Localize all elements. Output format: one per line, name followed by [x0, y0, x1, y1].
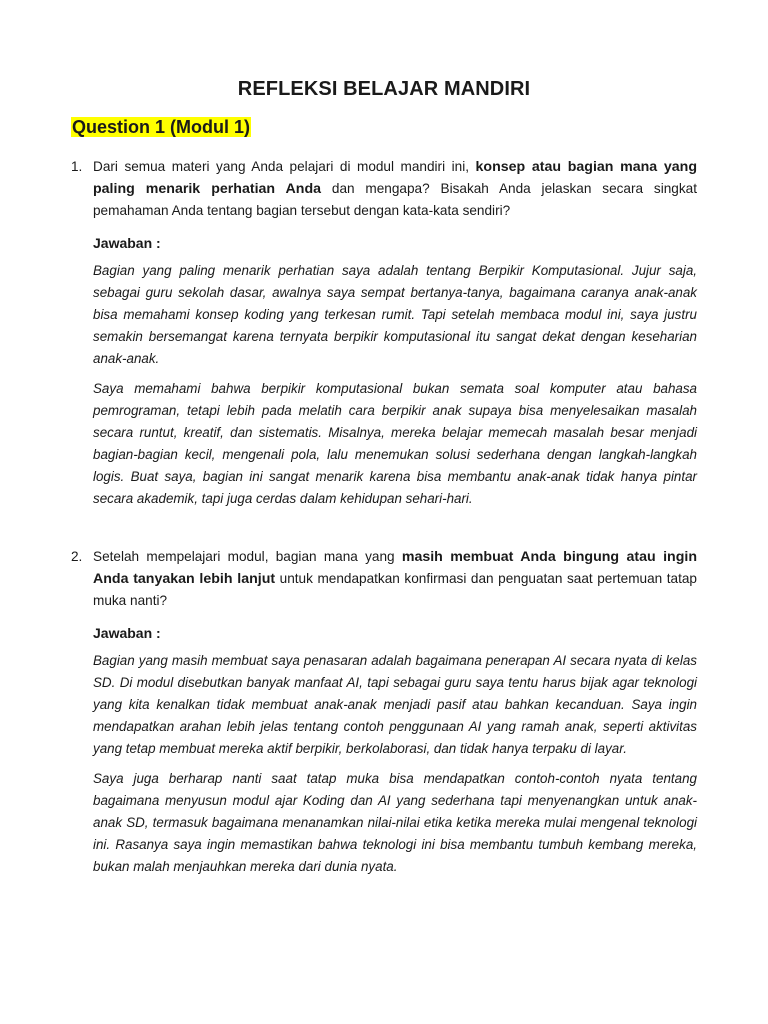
question-text-after: dan mengapa? Bisakah Anda jelaskan secara singkat pemahaman Anda tentang bagian tersebut dengan kata-kata sendiri? [93, 181, 697, 218]
question-text-bold: konsep atau bagian mana yang paling menarik perhatian Anda [93, 159, 697, 197]
document-title: REFLEKSI BELAJAR MANDIRI [237, 78, 531, 100]
question-2 [71, 546, 697, 612]
question-text-after: untuk mendapatkan konfirmasi dan penguatan saat pertemuan tatap muka nanti? [93, 571, 697, 608]
answer-paragraph: Saya memahami bahwa berpikir komputasional bukan semata soal komputer atau bahasa pemrograman, tetapi lebih pada melatih cara berpikir anak supaya bisa menyelesaikan masalah secara runtut, kreatif, dan sistematis. Misalnya, mereka belajar memecah masalah besar menjadi bagian-bagian kecil, mengenali pola, lalu menemukan solusi sederhana dengan langkah-langkah logis. Buat saya, bagian ini sangat menarik karena bisa membantu anak-anak tidak hanya pintar secara akademik, tapi juga cerdas dalam kehidupan sehari-hari. [93, 381, 697, 506]
answer-paragraph: Bagian yang masih membuat saya penasaran adalah bagaimana penerapan AI secara nyata di kelas SD. Di modul disebutkan banyak manfaat AI, tapi sebagai guru saya tentu harus bijak agar teknologi yang kita kenalkan tidak membuat anak-anak menjadi pasif atau bahkan kecanduan. Saya ingin mendapatkan arahan lebih jelas tentang contoh penggunaan AI yang ramah anak, seperti aktivitas yang tetap membuat mereka aktif berpikir, berkolaborasi, dan tidak hanya terpaku di layar. [93, 653, 697, 756]
answer-label: Jawaban : [93, 235, 161, 251]
question-number: 1. [71, 159, 83, 174]
question-1 [71, 156, 697, 222]
question-text-before: Setelah mempelajari modul, bagian mana yang [93, 549, 402, 564]
answer-paragraph: Bagian yang paling menarik perhatian saya adalah tentang Berpikir Komputasional. Jujur saja, sebagai guru sekolah dasar, awalnya saya sempat bertanya-tanya, bagaimana caranya anak-anak bisa memahami konsep koding yang terkesan rumit. Tapi setelah membaca modul ini, saya justru semakin bersemangat karena ternyata berpikir komputasional itu sangat dekat dengan keseharian anak-anak. [93, 263, 697, 366]
question-number: 2. [71, 549, 83, 564]
answer-paragraph: Saya juga berharap nanti saat tatap muka bisa mendapatkan contoh-contoh nyata tentang bagaimana menyusun modul ajar Koding dan AI yang sederhana tapi menyenangkan untuk anak-anak SD, termasuk bagaimana menanamkan nilai-nilai etika ketika mereka mulai mengenal teknologi ini. Rasanya saya ingin memastikan bahwa teknologi ini bisa membantu tumbuh kembang mereka, bukan malah menjauhkan mereka dari dunia nyata. [93, 771, 697, 874]
answer-label: Jawaban : [93, 625, 161, 641]
section-heading [71, 117, 697, 138]
question-text-bold: masih membuat Anda bingung atau ingin Anda tanyakan lebih lanjut [93, 549, 698, 587]
section-heading-highlight: Question 1 (Modul 1) [72, 117, 250, 137]
question-text-before: Dari semua materi yang Anda pelajari di modul mandiri ini, [93, 159, 476, 174]
